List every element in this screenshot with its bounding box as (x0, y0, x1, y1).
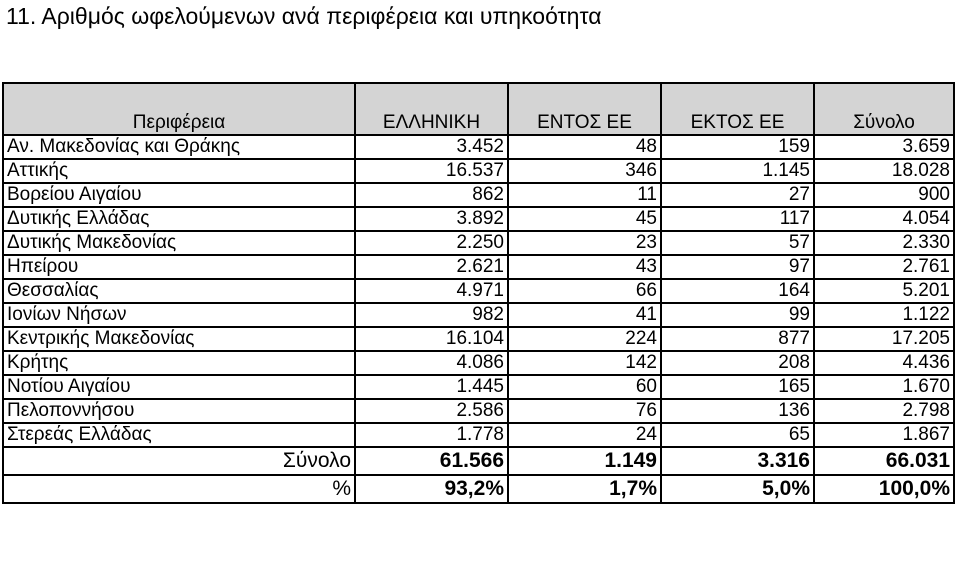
value-cell: 65 (661, 423, 814, 447)
value-cell: 1.445 (355, 375, 508, 399)
region-name-cell: Θεσσαλίας (3, 279, 355, 303)
value-cell: 982 (355, 303, 508, 327)
value-cell: 2.250 (355, 231, 508, 255)
row-label: % (3, 475, 355, 503)
value-cell: 2.586 (355, 399, 508, 423)
value-cell: 66 (508, 279, 661, 303)
region-name-cell: Πελοποννήσου (3, 399, 355, 423)
region-name-cell: Δυτικής Μακεδονίας (3, 231, 355, 255)
table-row (3, 303, 954, 327)
value-cell: 117 (661, 207, 814, 231)
percent-row (3, 475, 954, 503)
value-cell: 23 (508, 231, 661, 255)
value-cell: 43 (508, 255, 661, 279)
value-cell: 164 (661, 279, 814, 303)
value-cell: 4.054 (814, 207, 954, 231)
value-cell: 1.778 (355, 423, 508, 447)
table-row (3, 231, 954, 255)
value-cell: 48 (508, 135, 661, 159)
value-cell: 165 (661, 375, 814, 399)
value-cell: 900 (814, 183, 954, 207)
value-cell: 4.086 (355, 351, 508, 375)
value-cell: 2.330 (814, 231, 954, 255)
table-row (3, 351, 954, 375)
region-name-cell: Στερεάς Ελλάδας (3, 423, 355, 447)
region-name-cell: Βορείου Αιγαίου (3, 183, 355, 207)
value-cell: 27 (661, 183, 814, 207)
column-header: ΕΚΤΟΣ ΕΕ (661, 83, 814, 135)
value-cell: 97 (661, 255, 814, 279)
value-cell: 1.145 (661, 159, 814, 183)
value-cell: 61.566 (355, 447, 508, 475)
table-row (3, 207, 954, 231)
value-cell: 2.621 (355, 255, 508, 279)
value-cell: 24 (508, 423, 661, 447)
value-cell: 100,0% (814, 475, 954, 503)
page-title: 11. Αριθμός ωφελούμενων ανά περιφέρεια και υπηκοότητα (6, 3, 602, 29)
column-header: Σύνολο (814, 83, 954, 135)
region-name-cell: Αττικής (3, 159, 355, 183)
value-cell: 11 (508, 183, 661, 207)
region-name-cell: Κρήτης (3, 351, 355, 375)
region-name-cell: Νοτίου Αιγαίου (3, 375, 355, 399)
region-name-cell: Ηπείρου (3, 255, 355, 279)
value-cell: 4.436 (814, 351, 954, 375)
value-cell: 17.205 (814, 327, 954, 351)
value-cell: 3.659 (814, 135, 954, 159)
table-row (3, 327, 954, 351)
table-row (3, 279, 954, 303)
value-cell: 1,7% (508, 475, 661, 503)
value-cell: 224 (508, 327, 661, 351)
value-cell: 5.201 (814, 279, 954, 303)
total-row (3, 447, 954, 475)
table-row (3, 159, 954, 183)
value-cell: 4.971 (355, 279, 508, 303)
value-cell: 1.122 (814, 303, 954, 327)
value-cell: 3.452 (355, 135, 508, 159)
value-cell: 5,0% (661, 475, 814, 503)
value-cell: 208 (661, 351, 814, 375)
value-cell: 142 (508, 351, 661, 375)
region-name-cell: Κεντρικής Μακεδονίας (3, 327, 355, 351)
value-cell: 877 (661, 327, 814, 351)
value-cell: 18.028 (814, 159, 954, 183)
value-cell: 2.798 (814, 399, 954, 423)
region-name-cell: Αν. Μακεδονίας και Θράκης (3, 135, 355, 159)
value-cell: 99 (661, 303, 814, 327)
table-row (3, 183, 954, 207)
value-cell: 3.892 (355, 207, 508, 231)
value-cell: 57 (661, 231, 814, 255)
table-row (3, 375, 954, 399)
column-header: ΕΛΛΗΝΙΚΗ (355, 83, 508, 135)
column-header: ΕΝΤΟΣ ΕΕ (508, 83, 661, 135)
value-cell: 41 (508, 303, 661, 327)
value-cell: 1.670 (814, 375, 954, 399)
value-cell: 16.104 (355, 327, 508, 351)
value-cell: 159 (661, 135, 814, 159)
header-row (3, 83, 954, 135)
value-cell: 3.316 (661, 447, 814, 475)
value-cell: 16.537 (355, 159, 508, 183)
value-cell: 66.031 (814, 447, 954, 475)
value-cell: 60 (508, 375, 661, 399)
region-name-cell: Δυτικής Ελλάδας (3, 207, 355, 231)
value-cell: 136 (661, 399, 814, 423)
value-cell: 346 (508, 159, 661, 183)
table-row (3, 399, 954, 423)
value-cell: 76 (508, 399, 661, 423)
column-header: Περιφέρεια (3, 83, 355, 135)
value-cell: 93,2% (355, 475, 508, 503)
value-cell: 862 (355, 183, 508, 207)
value-cell: 45 (508, 207, 661, 231)
value-cell: 1.149 (508, 447, 661, 475)
region-name-cell: Ιονίων Νήσων (3, 303, 355, 327)
beneficiaries-table (2, 82, 955, 504)
row-label: Σύνολο (3, 447, 355, 475)
value-cell: 1.867 (814, 423, 954, 447)
table-row (3, 255, 954, 279)
value-cell: 2.761 (814, 255, 954, 279)
table-row (3, 423, 954, 447)
table-row (3, 135, 954, 159)
